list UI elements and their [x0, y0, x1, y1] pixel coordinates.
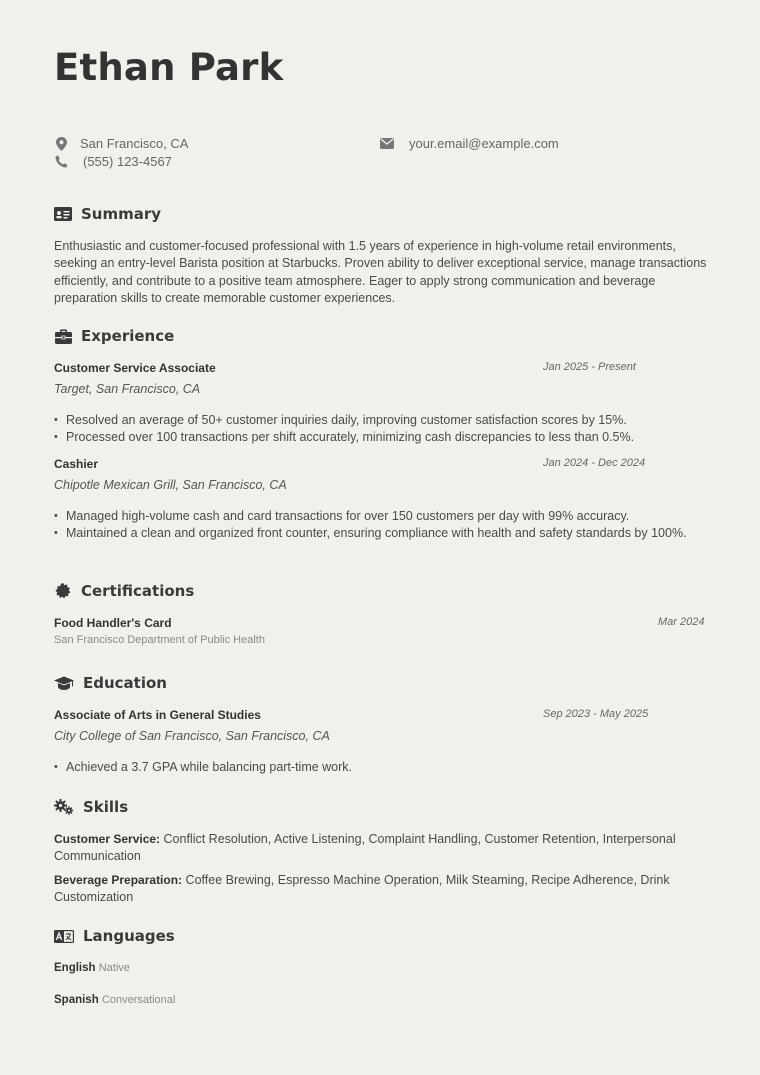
gears-icon: [54, 799, 74, 815]
list-item: • Achieved a 3.7 GPA while balancing part-time work.: [54, 759, 694, 776]
job-2-role: Cashier: [54, 457, 99, 471]
summary-text: Enthusiastic and customer-focused professional with 1.5 years of experience in high-volume retail environments, seeking an entry-level Barista position at Starbucks. Proven ability to deliver exceptional service, manage transactions efficiently, and contribute to a positive team atmosphere. Eager to apply strong communication and beverage preparation skills to create memorable customer experiences.: [54, 239, 707, 306]
education-dates: Sep 2023 - May 2025: [543, 708, 649, 720]
phone-icon: [54, 155, 68, 169]
language-name: English: [54, 962, 96, 974]
phone-line: [54, 154, 172, 169]
list-item: • Resolved an average of 50+ customer inquiries daily, improving customer satisfaction scores by 15%.: [54, 412, 694, 429]
experience-heading: [54, 327, 174, 345]
cert-1-date: Mar 2024: [658, 616, 705, 628]
language-icon: [54, 928, 74, 944]
list-item: • Maintained a clean and organized front counter, ensuring compliance with health and safety standards by 100%.: [54, 525, 694, 542]
graduation-cap-icon: [54, 675, 74, 691]
education-bullets: [54, 759, 694, 776]
location-text: San Francisco, CA: [80, 136, 189, 151]
language-item-english: [54, 962, 130, 974]
skill-group-text: Conflict Resolution, Active Listening, Complaint Handling, Customer Retention, Interpersonal Communication: [54, 832, 676, 864]
language-level: Native: [98, 962, 130, 974]
certifications-heading: [54, 582, 194, 600]
job-1-role: Customer Service Associate: [54, 361, 216, 375]
candidate-name: Ethan Park: [54, 46, 284, 89]
briefcase-icon: [54, 328, 72, 344]
skill-group-label: Beverage Preparation:: [54, 873, 183, 887]
job-2-bullets: [54, 508, 694, 543]
list-item: • Managed high-volume cash and card transactions for over 150 customers per day with 99% accuracy.: [54, 508, 694, 525]
email-text[interactable]: your.email@example.com: [409, 136, 559, 151]
skills-heading: [54, 798, 128, 816]
education-title: Education: [83, 674, 167, 692]
skills-title: Skills: [83, 798, 129, 816]
education-degree: Associate of Arts in General Studies: [54, 708, 261, 722]
job-1-dates: Jan 2025 - Present: [543, 361, 636, 373]
job-1-org: Target, San Francisco, CA: [54, 382, 201, 396]
certificate-icon: [54, 583, 72, 599]
skill-group-label: Customer Service:: [54, 832, 161, 846]
experience-title: Experience: [81, 327, 175, 345]
summary-heading: [54, 205, 161, 223]
map-pin-icon: [54, 137, 68, 151]
list-item: • Processed over 100 transactions per shift accurately, minimizing cash discrepancies to less than 0.5%.: [54, 429, 694, 446]
location-line: [54, 136, 188, 151]
phone-text: (555) 123-4567: [83, 154, 172, 169]
language-item-spanish: [54, 994, 175, 1006]
email-line[interactable]: [380, 136, 559, 151]
id-card-icon: [54, 206, 72, 222]
certifications-title: Certifications: [81, 582, 195, 600]
skill-group-text: Coffee Brewing, Espresso Machine Operation, Milk Steaming, Recipe Adherence, Drink Customization: [54, 873, 670, 905]
languages-title: Languages: [83, 927, 175, 945]
envelope-icon: [380, 137, 394, 151]
job-1-bullets: [54, 412, 694, 447]
skill-group-1: [54, 831, 714, 866]
education-heading: [54, 674, 167, 692]
languages-heading: [54, 927, 175, 945]
job-2-org: Chipotle Mexican Grill, San Francisco, CA: [54, 478, 287, 492]
language-level: Conversational: [101, 994, 176, 1006]
cert-1-issuer: San Francisco Department of Public Health: [54, 634, 265, 646]
cert-1-name: Food Handler's Card: [54, 616, 172, 630]
education-school: City College of San Francisco, San Francisco, CA: [54, 729, 330, 743]
job-2-dates: Jan 2024 - Dec 2024: [543, 457, 646, 469]
summary-title: Summary: [81, 205, 162, 223]
skill-group-2: [54, 872, 714, 907]
language-name: Spanish: [54, 994, 99, 1006]
